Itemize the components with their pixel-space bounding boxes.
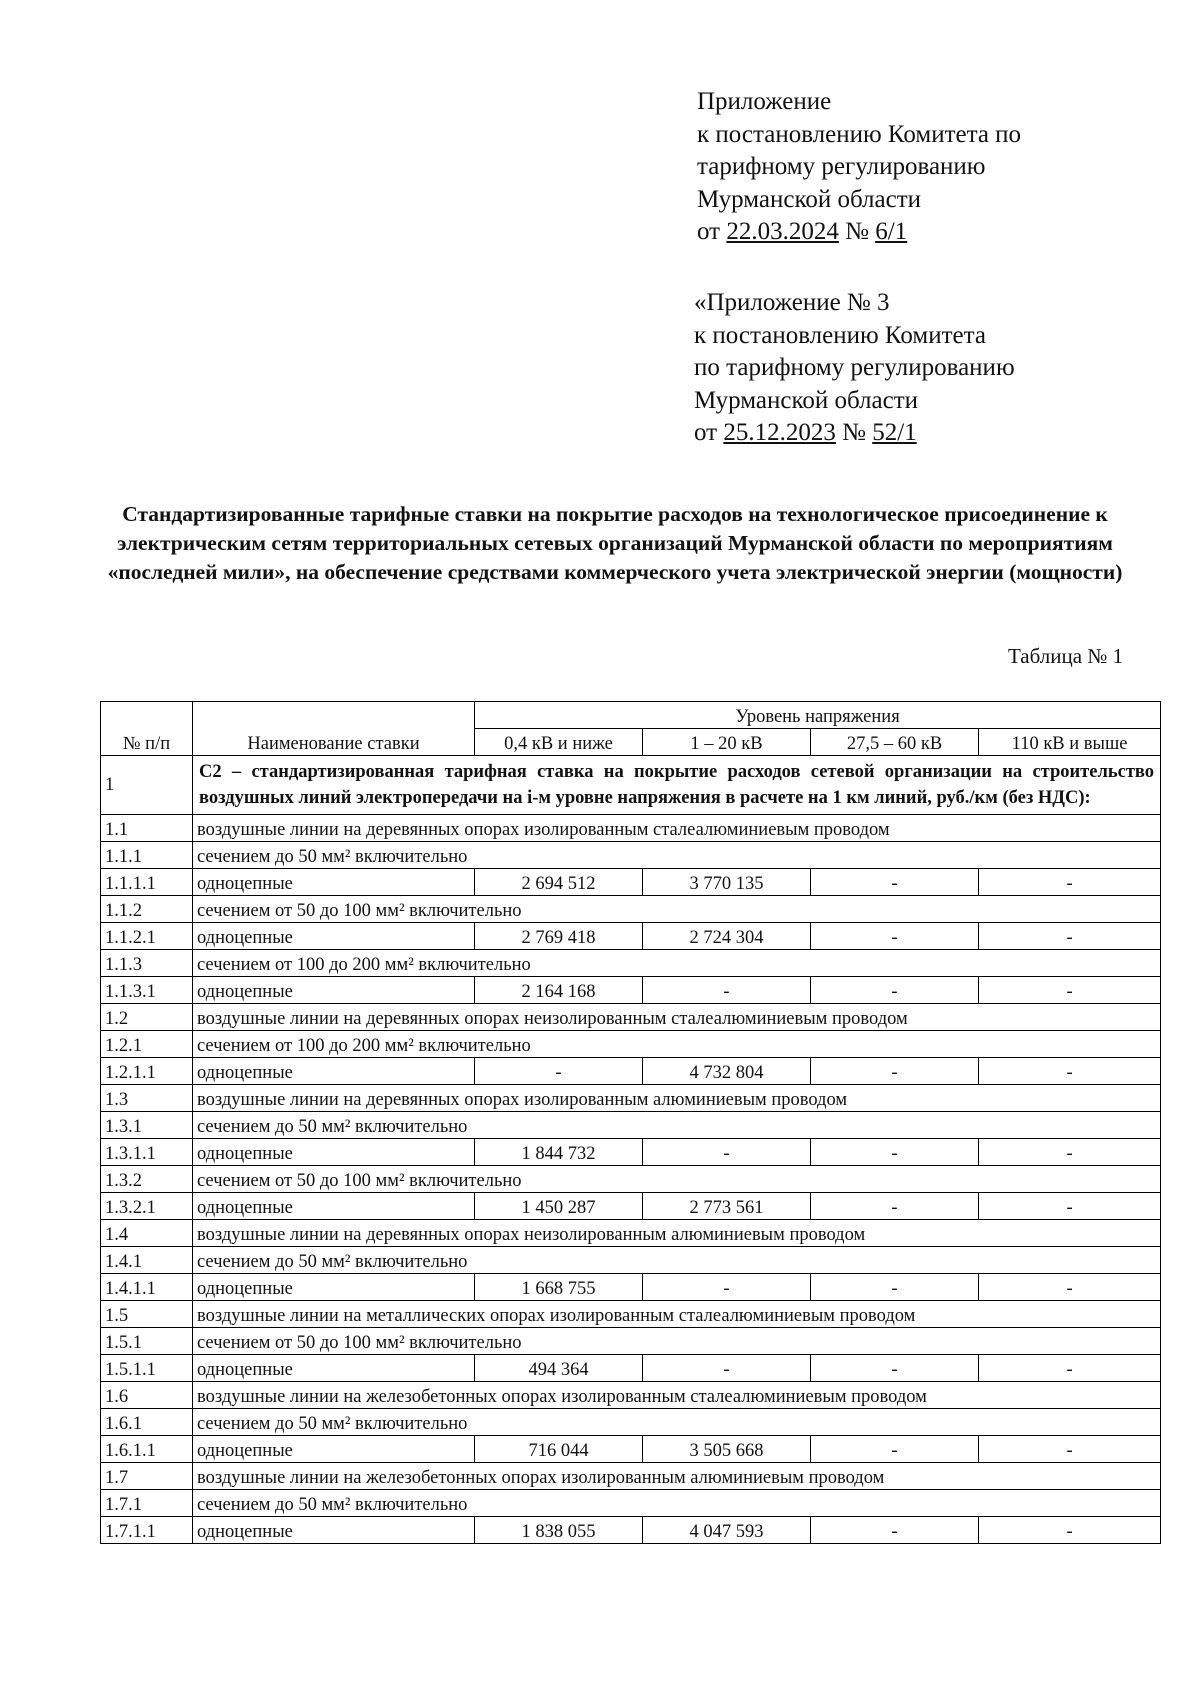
rate-value: 2 164 168	[475, 977, 643, 1004]
row-number: 1.5	[101, 1301, 193, 1328]
table-row	[101, 1409, 1161, 1436]
table-row	[101, 1355, 1161, 1382]
row-number: 1.1.3	[101, 950, 193, 977]
table-row	[101, 1139, 1161, 1166]
table-row	[101, 1436, 1161, 1463]
rate-value: -	[811, 1274, 979, 1301]
rate-value: 494 364	[475, 1355, 643, 1382]
rate-name: сечением от 100 до 200 мм² включительно	[193, 950, 1161, 977]
rate-name: воздушные линии на деревянных опорах неизолированным алюминиевым проводом	[193, 1220, 1161, 1247]
date-prefix: от	[697, 218, 727, 245]
rate-value: -	[979, 869, 1161, 896]
annex-line: тарифному регулированию	[697, 153, 986, 180]
row-number: 1.3	[101, 1085, 193, 1112]
row-number: 1.5.1	[101, 1328, 193, 1355]
table-row	[101, 1112, 1161, 1139]
row-number: 1.3.1.1	[101, 1139, 193, 1166]
table-row	[101, 869, 1161, 896]
rate-value: -	[979, 923, 1161, 950]
rate-name: воздушные линии на деревянных опорах изолированным сталеалюминиевым проводом	[193, 815, 1161, 842]
table-row	[101, 950, 1161, 977]
annex-line: Мурманской области	[694, 386, 919, 414]
row-number: 1.2.1	[101, 1031, 193, 1058]
rate-value: -	[979, 977, 1161, 1004]
table-row	[101, 1004, 1161, 1031]
rate-name: сечением до 50 мм² включительно	[193, 1247, 1161, 1274]
annex-line: «Приложение № 3	[694, 289, 890, 316]
table-row	[101, 1166, 1161, 1193]
rate-value: -	[979, 1193, 1161, 1220]
rate-name: одноцепные	[193, 1274, 475, 1301]
table-row	[101, 1058, 1161, 1085]
row-number: 1.7.1.1	[101, 1517, 193, 1544]
rate-value: 4 732 804	[643, 1058, 811, 1085]
rate-value: 1 668 755	[475, 1274, 643, 1301]
table-row	[101, 1382, 1161, 1409]
rate-name: одноцепные	[193, 1517, 475, 1544]
section-row	[101, 756, 1161, 815]
number-prefix: №	[838, 218, 876, 245]
rate-name: воздушные линии на деревянных опорах изолированным алюминиевым проводом	[193, 1085, 1161, 1112]
header-num: № п/п	[101, 702, 193, 756]
annex-line: к постановлению Комитета	[694, 321, 986, 349]
table-body	[101, 756, 1161, 1544]
rate-value: 2 769 418	[475, 923, 643, 950]
resolution-date: 22.03.2024	[726, 218, 839, 245]
rate-value: 2 773 561	[643, 1193, 811, 1220]
rate-name: сечением от 50 до 100 мм² включительно	[193, 1166, 1161, 1193]
row-number: 1.1.3.1	[101, 977, 193, 1004]
rate-name: сечением до 50 мм² включительно	[193, 1409, 1161, 1436]
row-number: 1.7.1	[101, 1490, 193, 1517]
table-row	[101, 842, 1161, 869]
rate-value: -	[643, 1139, 811, 1166]
row-number: 1.1.2	[101, 896, 193, 923]
row-number: 1.2	[101, 1004, 193, 1031]
rate-value: -	[811, 1436, 979, 1463]
header-voltage: 110 кВ и выше	[979, 729, 1161, 756]
table-row	[101, 923, 1161, 950]
rate-value: 1 838 055	[475, 1517, 643, 1544]
row-number: 1.1	[101, 815, 193, 842]
rate-name: сечением до 50 мм² включительно	[193, 842, 1161, 869]
resolution-number: 52/1	[872, 419, 917, 446]
annex-block-current	[697, 86, 1021, 249]
tariff-table	[100, 701, 1161, 1544]
header-voltage: 27,5 – 60 кВ	[811, 729, 979, 756]
rate-name: одноцепные	[193, 1436, 475, 1463]
rate-name: воздушные линии на деревянных опорах неизолированным сталеалюминиевым проводом	[193, 1004, 1161, 1031]
table-row	[101, 1247, 1161, 1274]
rate-name: одноцепные	[193, 869, 475, 896]
rate-value: -	[979, 1355, 1161, 1382]
row-number: 1.3.2.1	[101, 1193, 193, 1220]
annex-line: к постановлению Комитета по	[697, 120, 1022, 148]
row-number: 1.6.1	[101, 1409, 193, 1436]
rate-value: 2 694 512	[475, 869, 643, 896]
rate-value: -	[811, 1139, 979, 1166]
row-number: 1.3.2	[101, 1166, 193, 1193]
annex-line: Мурманской области	[697, 185, 922, 213]
rate-value: 3 505 668	[643, 1436, 811, 1463]
row-number: 1.1.1	[101, 842, 193, 869]
rate-value: -	[643, 1274, 811, 1301]
rate-value: 3 770 135	[643, 869, 811, 896]
rate-value: 1 844 732	[475, 1139, 643, 1166]
table-row	[101, 1085, 1161, 1112]
annex-block-original	[694, 287, 1015, 450]
table-label: Таблица № 1	[1008, 644, 1124, 668]
table-row	[101, 1301, 1161, 1328]
table-row	[101, 1328, 1161, 1355]
row-number: 1.2.1.1	[101, 1058, 193, 1085]
rate-name: воздушные линии на металлических опорах изолированным сталеалюминиевым проводом	[193, 1301, 1161, 1328]
rate-value: -	[643, 1355, 811, 1382]
rate-name: сечением от 100 до 200 мм² включительно	[193, 1031, 1161, 1058]
annex-date-line	[694, 417, 1015, 450]
rate-name: одноцепные	[193, 923, 475, 950]
row-number: 1.3.1	[101, 1112, 193, 1139]
table-row	[101, 977, 1161, 1004]
rate-value: -	[475, 1058, 643, 1085]
row-number: 1.1.2.1	[101, 923, 193, 950]
rate-name: сечением от 50 до 100 мм² включительно	[193, 896, 1161, 923]
row-number: 1.7	[101, 1463, 193, 1490]
number-prefix: №	[835, 419, 873, 446]
rate-value: -	[979, 1517, 1161, 1544]
resolution-number: 6/1	[875, 218, 908, 245]
row-number: 1.6.1.1	[101, 1436, 193, 1463]
row-number: 1.5.1.1	[101, 1355, 193, 1382]
rate-value: -	[811, 977, 979, 1004]
annex-line: по тарифному регулированию	[694, 354, 1015, 381]
rate-name: одноцепные	[193, 1139, 475, 1166]
annex-date-line	[697, 216, 1021, 249]
rate-value: -	[979, 1436, 1161, 1463]
rate-name: воздушные линии на железобетонных опорах изолированным алюминиевым проводом	[193, 1463, 1161, 1490]
rate-value: 4 047 593	[643, 1517, 811, 1544]
resolution-date: 25.12.2023	[723, 419, 836, 446]
table-row	[101, 1463, 1161, 1490]
table-row	[101, 1274, 1161, 1301]
table-row	[101, 1517, 1161, 1544]
section-heading: С2 – стандартизированная тарифная ставка на покрытие расходов сетевой организации на строительство воздушных линий электропередачи на i-м уровне напряжения в расчете на 1 км линий, руб./км (без НДС):	[193, 756, 1161, 815]
rate-value: -	[811, 1517, 979, 1544]
rate-name: сечением до 50 мм² включительно	[193, 1490, 1161, 1517]
rate-value: -	[811, 869, 979, 896]
rate-value: -	[811, 1193, 979, 1220]
row-number: 1	[101, 756, 193, 815]
rate-value: -	[811, 1058, 979, 1085]
table-row	[101, 1220, 1161, 1247]
header-voltage-group: Уровень напряжения	[475, 702, 1161, 729]
row-number: 1.6	[101, 1382, 193, 1409]
table-row	[101, 815, 1161, 842]
row-number: 1.4.1.1	[101, 1274, 193, 1301]
header-name: Наименование ставки	[193, 702, 475, 756]
rate-name: воздушные линии на железобетонных опорах изолированным сталеалюминиевым проводом	[193, 1382, 1161, 1409]
document-title: Стандартизированные тарифные ставки на покрытие расходов на технологическое присоединение к электрическим сетям территориальных сетевых организаций Мурманской области по мероприятиям «последней мили», на обеспечение средствами коммерческого учета электрической энергии (мощности)	[107, 502, 1123, 584]
rate-name: сечением до 50 мм² включительно	[193, 1112, 1161, 1139]
rate-name: одноцепные	[193, 977, 475, 1004]
rate-value: 2 724 304	[643, 923, 811, 950]
rate-value: 716 044	[475, 1436, 643, 1463]
table-row	[101, 1490, 1161, 1517]
date-prefix: от	[694, 419, 724, 446]
rate-value: -	[811, 923, 979, 950]
rate-value: -	[643, 977, 811, 1004]
rate-name: одноцепные	[193, 1355, 475, 1382]
rate-value: -	[979, 1274, 1161, 1301]
rate-value: -	[979, 1139, 1161, 1166]
row-number: 1.4.1	[101, 1247, 193, 1274]
rate-name: одноцепные	[193, 1193, 475, 1220]
row-number: 1.4	[101, 1220, 193, 1247]
row-number: 1.1.1.1	[101, 869, 193, 896]
rate-name: одноцепные	[193, 1058, 475, 1085]
table-row	[101, 1193, 1161, 1220]
rate-value: -	[979, 1058, 1161, 1085]
rate-value: 1 450 287	[475, 1193, 643, 1220]
rate-value: -	[811, 1355, 979, 1382]
table-row	[101, 1031, 1161, 1058]
header-voltage: 0,4 кВ и ниже	[475, 729, 643, 756]
table-row	[101, 896, 1161, 923]
rate-name: сечением от 50 до 100 мм² включительно	[193, 1328, 1161, 1355]
header-voltage: 1 – 20 кВ	[643, 729, 811, 756]
annex-line: Приложение	[697, 88, 832, 115]
